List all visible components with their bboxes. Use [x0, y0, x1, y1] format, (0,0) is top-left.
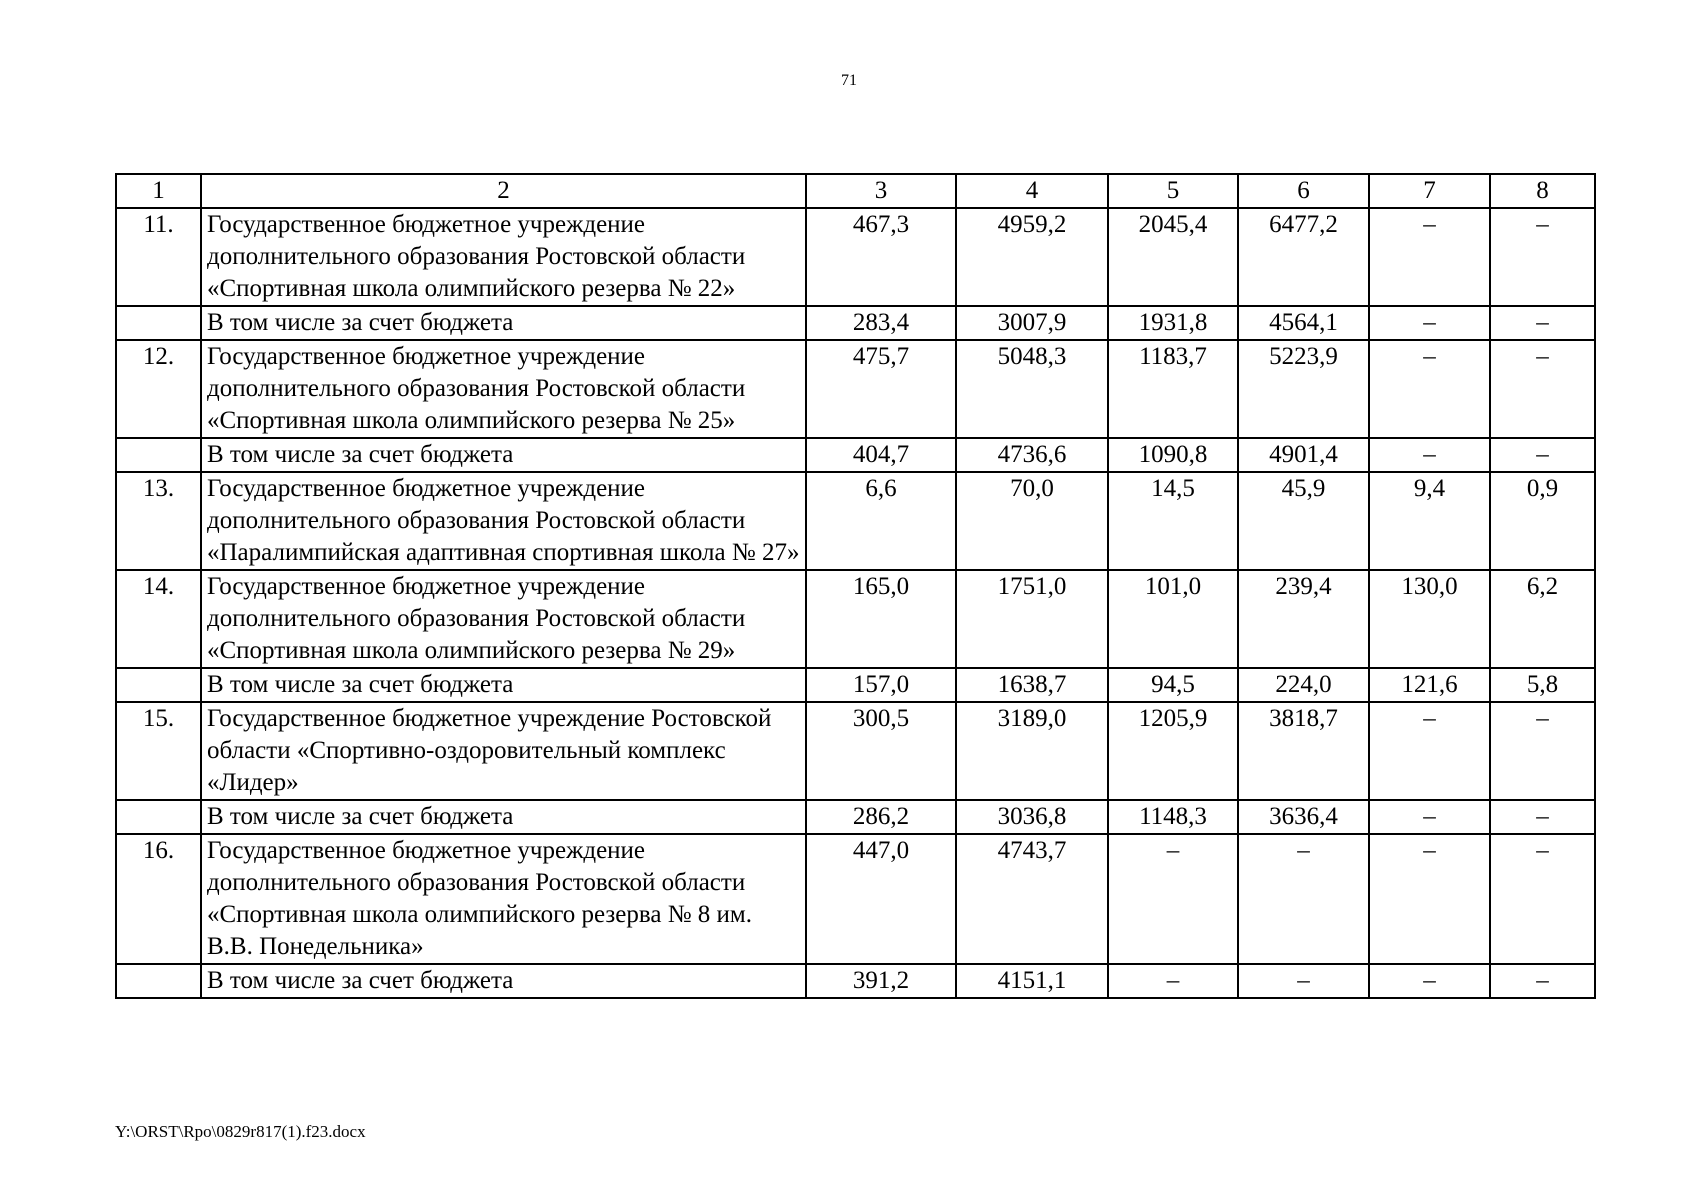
value-cell: 404,7	[806, 438, 956, 472]
value-cell: –	[1369, 702, 1490, 800]
table-row	[116, 438, 1595, 472]
value-cell: 94,5	[1108, 668, 1238, 702]
institution-name: Государственное бюджетное учреждение дополнительного образования Ростовской области «Паралимпийская адаптивная спортивная школа № 27»	[201, 472, 806, 570]
value-cell: –	[1490, 340, 1595, 438]
value-cell: 4901,4	[1238, 438, 1369, 472]
value-cell: 239,4	[1238, 570, 1369, 668]
column-header: 4	[956, 174, 1108, 208]
column-header: 8	[1490, 174, 1595, 208]
value-cell: 6,2	[1490, 570, 1595, 668]
value-cell: –	[1108, 964, 1238, 998]
table-row	[116, 472, 1595, 570]
institution-name: В том числе за счет бюджета	[201, 668, 806, 702]
value-cell: 1638,7	[956, 668, 1108, 702]
value-cell: 157,0	[806, 668, 956, 702]
page-number: 71	[841, 72, 857, 89]
value-cell: 121,6	[1369, 668, 1490, 702]
institution-name: Государственное бюджетное учреждение Ростовской области «Спортивно-оздоровительный комплекс «Лидер»	[201, 702, 806, 800]
row-number: 16.	[116, 834, 201, 964]
row-number: 13.	[116, 472, 201, 570]
value-cell: 1205,9	[1108, 702, 1238, 800]
value-cell: 4959,2	[956, 208, 1108, 306]
row-number: 11.	[116, 208, 201, 306]
value-cell: 4564,1	[1238, 306, 1369, 340]
value-cell: –	[1369, 438, 1490, 472]
header-row	[116, 174, 1595, 208]
value-cell: 6,6	[806, 472, 956, 570]
value-cell: 5,8	[1490, 668, 1595, 702]
value-cell: 447,0	[806, 834, 956, 964]
institution-name: В том числе за счет бюджета	[201, 964, 806, 998]
table-row	[116, 570, 1595, 668]
value-cell: 1090,8	[1108, 438, 1238, 472]
table-row	[116, 306, 1595, 340]
value-cell: –	[1490, 800, 1595, 834]
value-cell: 286,2	[806, 800, 956, 834]
value-cell: 101,0	[1108, 570, 1238, 668]
institution-name: В том числе за счет бюджета	[201, 306, 806, 340]
value-cell: 3818,7	[1238, 702, 1369, 800]
value-cell: 1148,3	[1108, 800, 1238, 834]
value-cell: 130,0	[1369, 570, 1490, 668]
value-cell: –	[1490, 702, 1595, 800]
table-row	[116, 340, 1595, 438]
row-number	[116, 800, 201, 834]
value-cell: 3007,9	[956, 306, 1108, 340]
column-header: 2	[201, 174, 806, 208]
institution-name: Государственное бюджетное учреждение дополнительного образования Ростовской области «Спортивная школа олимпийского резерва № 8 им. В.В. Понедельника»	[201, 834, 806, 964]
column-header: 5	[1108, 174, 1238, 208]
row-number: 14.	[116, 570, 201, 668]
value-cell: –	[1369, 340, 1490, 438]
value-cell: 1931,8	[1108, 306, 1238, 340]
footer-file-path: Y:\ORST\Rpo\0829r817(1).f23.docx	[115, 1122, 366, 1141]
value-cell: 5048,3	[956, 340, 1108, 438]
value-cell: –	[1369, 208, 1490, 306]
value-cell: 4743,7	[956, 834, 1108, 964]
institution-name: В том числе за счет бюджета	[201, 800, 806, 834]
row-number	[116, 668, 201, 702]
value-cell: 391,2	[806, 964, 956, 998]
value-cell: 2045,4	[1108, 208, 1238, 306]
column-header: 3	[806, 174, 956, 208]
value-cell: 6477,2	[1238, 208, 1369, 306]
value-cell: –	[1238, 834, 1369, 964]
value-cell: 0,9	[1490, 472, 1595, 570]
value-cell: 70,0	[956, 472, 1108, 570]
institution-name: В том числе за счет бюджета	[201, 438, 806, 472]
value-cell: 224,0	[1238, 668, 1369, 702]
value-cell: –	[1369, 834, 1490, 964]
value-cell: –	[1490, 208, 1595, 306]
column-header: 1	[116, 174, 201, 208]
value-cell: –	[1490, 306, 1595, 340]
institution-name: Государственное бюджетное учреждение дополнительного образования Ростовской области «Спортивная школа олимпийского резерва № 29»	[201, 570, 806, 668]
value-cell: –	[1369, 964, 1490, 998]
value-cell: 4151,1	[956, 964, 1108, 998]
institution-name: Государственное бюджетное учреждение дополнительного образования Ростовской области «Спортивная школа олимпийского резерва № 22»	[201, 208, 806, 306]
value-cell: 3636,4	[1238, 800, 1369, 834]
value-cell: –	[1108, 834, 1238, 964]
value-cell: –	[1490, 964, 1595, 998]
value-cell: 9,4	[1369, 472, 1490, 570]
table-row	[116, 834, 1595, 964]
row-number	[116, 438, 201, 472]
value-cell: 475,7	[806, 340, 956, 438]
value-cell: 3036,8	[956, 800, 1108, 834]
value-cell: –	[1490, 438, 1595, 472]
row-number	[116, 964, 201, 998]
budget-table	[115, 173, 1596, 999]
value-cell: –	[1238, 964, 1369, 998]
value-cell: 1183,7	[1108, 340, 1238, 438]
value-cell: –	[1369, 306, 1490, 340]
table-row	[116, 964, 1595, 998]
table-row	[116, 668, 1595, 702]
value-cell: 283,4	[806, 306, 956, 340]
table-row	[116, 800, 1595, 834]
institution-name: Государственное бюджетное учреждение дополнительного образования Ростовской области «Спортивная школа олимпийского резерва № 25»	[201, 340, 806, 438]
value-cell: 14,5	[1108, 472, 1238, 570]
row-number: 15.	[116, 702, 201, 800]
value-cell: 300,5	[806, 702, 956, 800]
table-row	[116, 208, 1595, 306]
value-cell: 5223,9	[1238, 340, 1369, 438]
column-header: 6	[1238, 174, 1369, 208]
column-header: 7	[1369, 174, 1490, 208]
value-cell: 3189,0	[956, 702, 1108, 800]
value-cell: 467,3	[806, 208, 956, 306]
value-cell: 1751,0	[956, 570, 1108, 668]
row-number: 12.	[116, 340, 201, 438]
value-cell: 4736,6	[956, 438, 1108, 472]
value-cell: –	[1490, 834, 1595, 964]
table-row	[116, 702, 1595, 800]
row-number	[116, 306, 201, 340]
value-cell: –	[1369, 800, 1490, 834]
table-body	[116, 208, 1595, 998]
value-cell: 165,0	[806, 570, 956, 668]
value-cell: 45,9	[1238, 472, 1369, 570]
